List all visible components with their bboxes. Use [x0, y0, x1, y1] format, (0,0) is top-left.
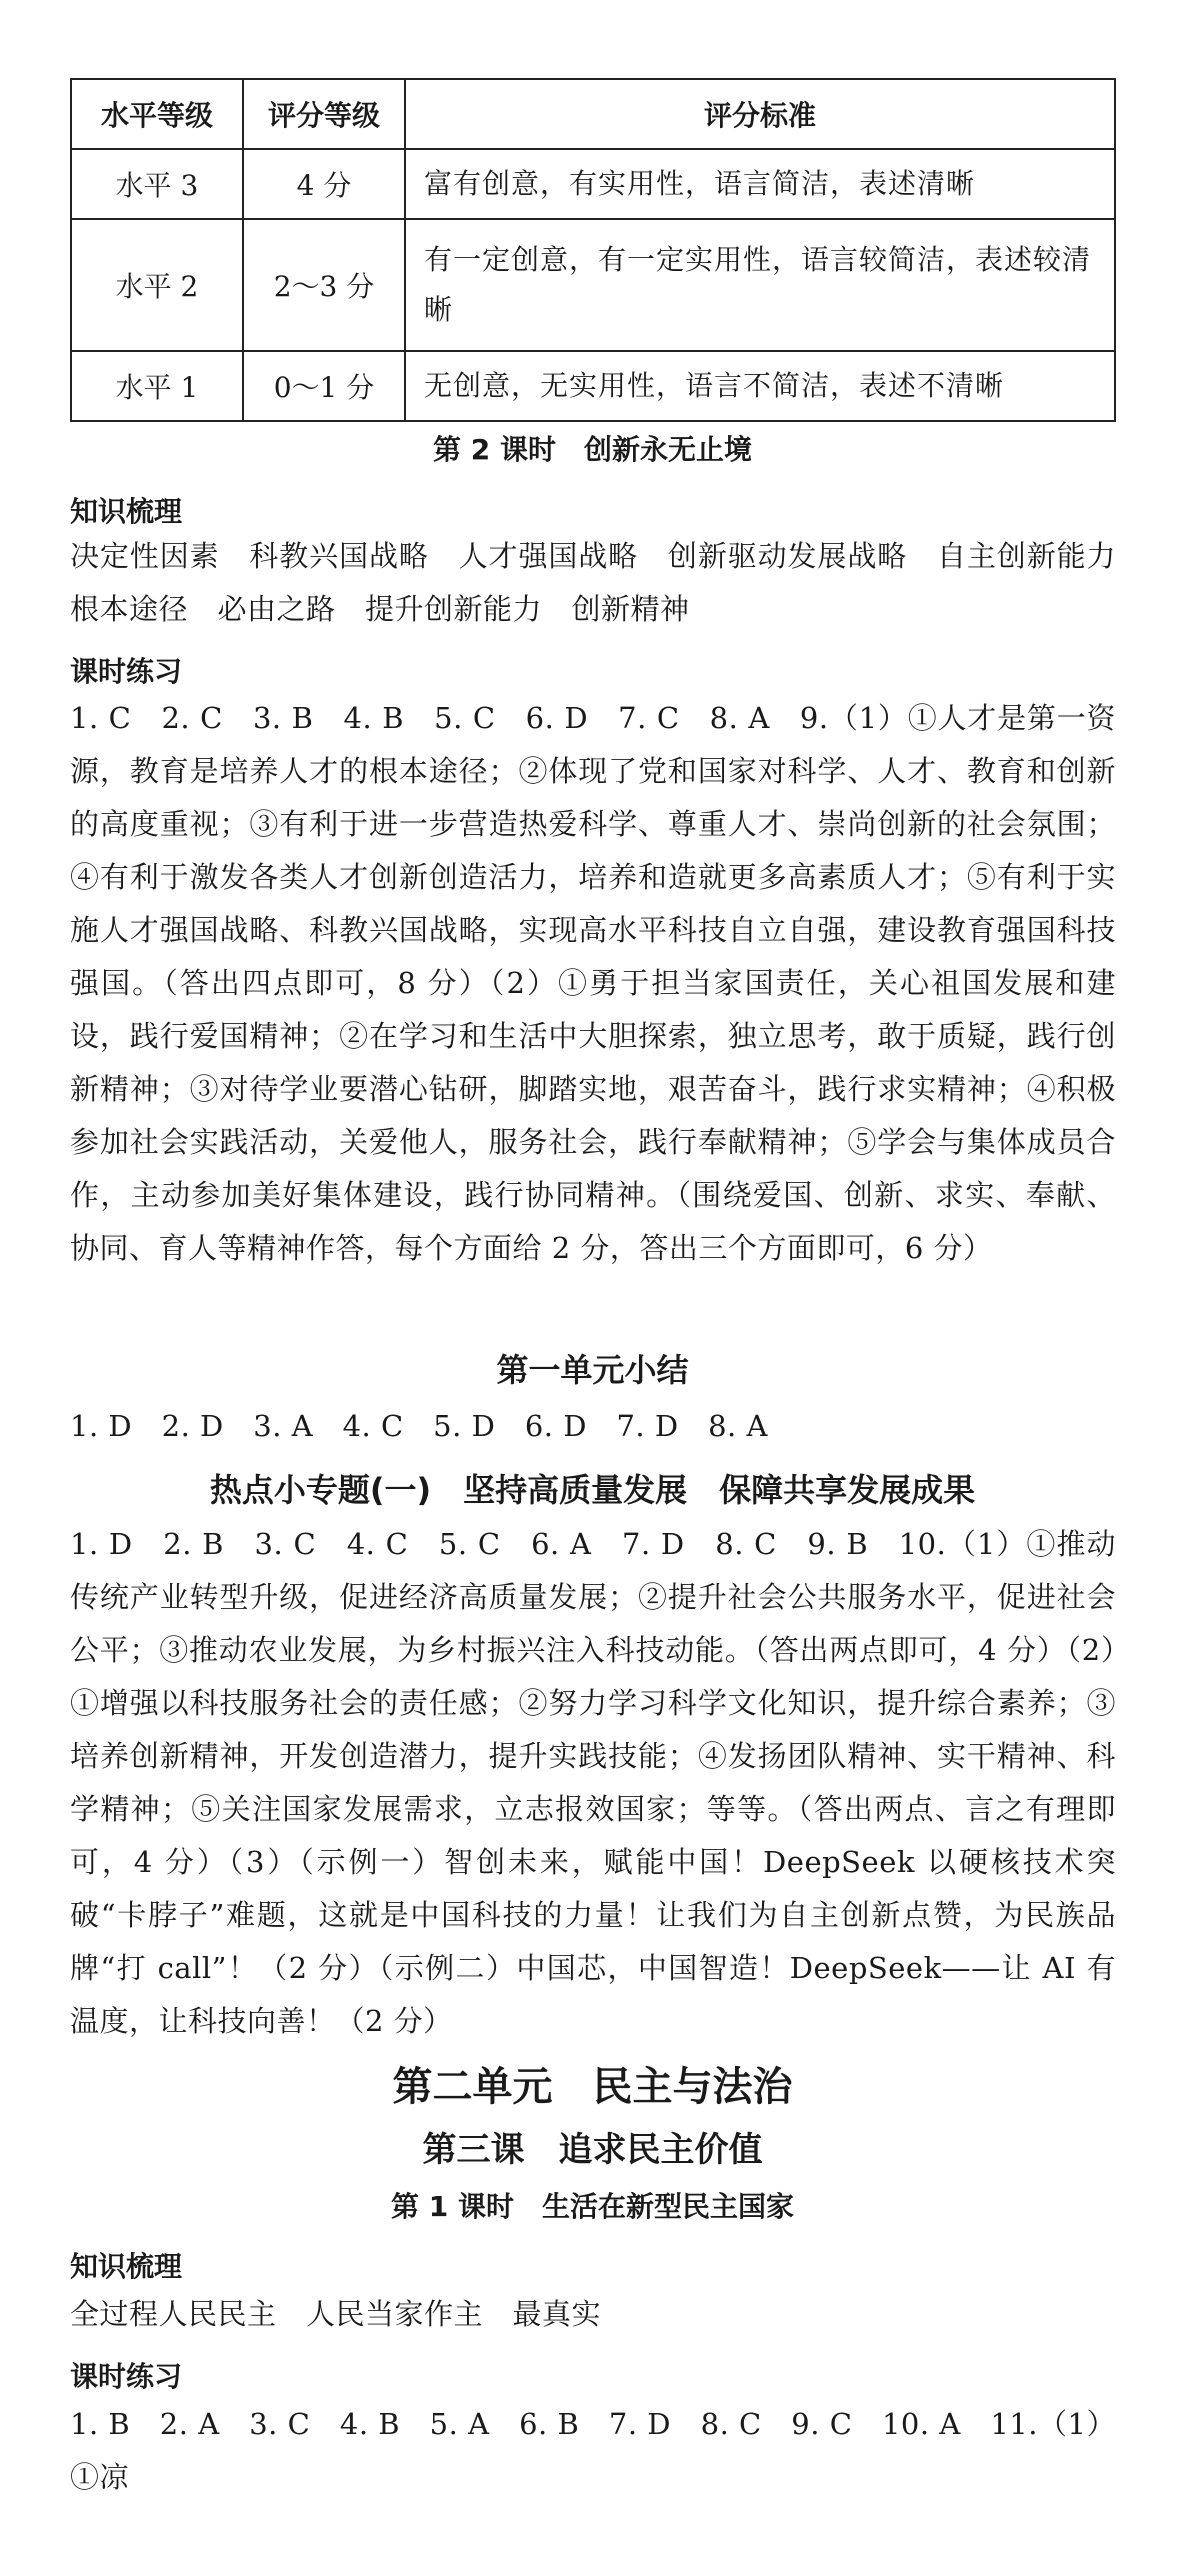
practice-answers: 1. C 2. C 3. B 4. B 5. C 6. D 7. C 8. A 9.（1）①人才是第一资源，教育是培养人才的根本途径；②体现了党和国家对科学、人才、教育和创新的高度重视；③有利于进一步营造热爱科学、尊重人才、崇尚创新的社会氛围；④有利于激发各类人才创新创造活力，培养和造就更多高素质人才；⑤有利于实施人才强国战略、科教兴国战略，实现高水平科技自立自强，建设教育强国科技强国。（答出四点即可，8 分）（2）①勇于担当家国责任，关心祖国发展和建设，践行爱国精神；②在学习和生活中大胆探索，独立思考，敢于质疑，践行创新精神；③对待学业要潜心钻研，脚踏实地，艰苦奋斗，践行求实精神；④积极参加社会实践活动，关爱他人，服务社会，践行奉献精神；⑤学会与集体成员合作，主动参加美好集体建设，践行协同精神。（围绕爱国、创新、求实、奉献、协同、育人等精神作答，每个方面给 2 分，答出三个方面即可，6 分）	[70, 701, 1116, 1265]
table-row	[71, 351, 1115, 421]
practice-label: 课时练习	[70, 655, 183, 688]
scoring-rubric-table	[70, 78, 1116, 422]
level-cell: 水平 3	[71, 149, 243, 219]
level-cell: 水平 2	[71, 219, 243, 351]
score-cell: 0～1 分	[243, 351, 405, 421]
lesson-3-title: 第三课 追求民主价值	[422, 2130, 763, 2170]
score-cell: 4 分	[243, 149, 405, 219]
header-score: 评分等级	[243, 79, 405, 149]
knowledge-review-text: 决定性因素 科教兴国战略 人才强国战略 创新驱动发展战略 自主创新能力 根本途径 必由之路 提升创新能力 创新精神	[70, 539, 1146, 626]
header-level: 水平等级	[71, 79, 243, 149]
hot-topic-answers: 1. D 2. B 3. C 4. C 5. C 6. A 7. D 8. C 9. B 10.（1）①推动传统产业转型升级，促进经济高质量发展；②提升社会公共服务水平，促进社会公平；③推动农业发展，为乡村振兴注入科技动能。（答出两点即可，4 分）（2）①增强以科技服务社会的责任感；②努力学习科学文化知识，提升综合素养；③培养创新精神，开发创造潜力，提升实践技能；④发扬团队精神、实干精神、科学精神；⑤关注国家发展需求，立志报效国家；等等。（答出两点、言之有理即可，4 分）（3）（示例一）智创未来，赋能中国！DeepSeek 以硬核技术突破“卡脖子”难题，这就是中国科技的力量！让我们为自主创新点赞，为民族品牌“打 call”！（2 分）（示例二）中国芯，中国智造！DeepSeek——让 AI 有温度，让科技向善！（2 分）	[70, 1527, 1116, 2038]
level-cell: 水平 1	[71, 351, 243, 421]
criteria-cell: 有一定创意，有一定实用性，语言较简洁，表述较清晰	[405, 219, 1115, 351]
unit-2-practice-label: 课时练习	[70, 2360, 183, 2393]
period-1-title: 第 1 课时 生活在新型民主国家	[391, 2190, 794, 2223]
criteria-cell: 无创意，无实用性，语言不简洁，表述不清晰	[405, 351, 1115, 421]
unit-1-summary-answers: 1. D 2. D 3. A 4. C 5. D 6. D 7. D 8. A	[70, 1409, 768, 1443]
table-header-row	[71, 79, 1115, 149]
criteria-cell: 富有创意，有实用性，语言简洁，表述清晰	[405, 149, 1115, 219]
unit-1-summary-title: 第一单元小结	[496, 1351, 689, 1389]
unit-2-practice-answers: 1. B 2. A 3. C 4. B 5. A 6. B 7. D 8. C 9. C 10. A 11.（1）①凉	[70, 2407, 1116, 2494]
unit-2-knowledge-text: 全过程人民民主 人民当家作主 最真实	[70, 2297, 602, 2331]
score-cell: 2～3 分	[243, 219, 405, 351]
unit-2-knowledge-label: 知识梳理	[70, 2250, 183, 2283]
unit-2-title: 第二单元 民主与法治	[392, 2064, 793, 2110]
hot-topic-title: 热点小专题(一) 坚持高质量发展 保障共享发展成果	[209, 1471, 976, 1509]
table-row	[71, 219, 1115, 351]
table-row	[71, 149, 1115, 219]
lesson-2-title: 第 2 课时 创新永无止境	[433, 433, 752, 466]
header-criteria: 评分标准	[405, 79, 1115, 149]
knowledge-review-label: 知识梳理	[70, 495, 183, 528]
